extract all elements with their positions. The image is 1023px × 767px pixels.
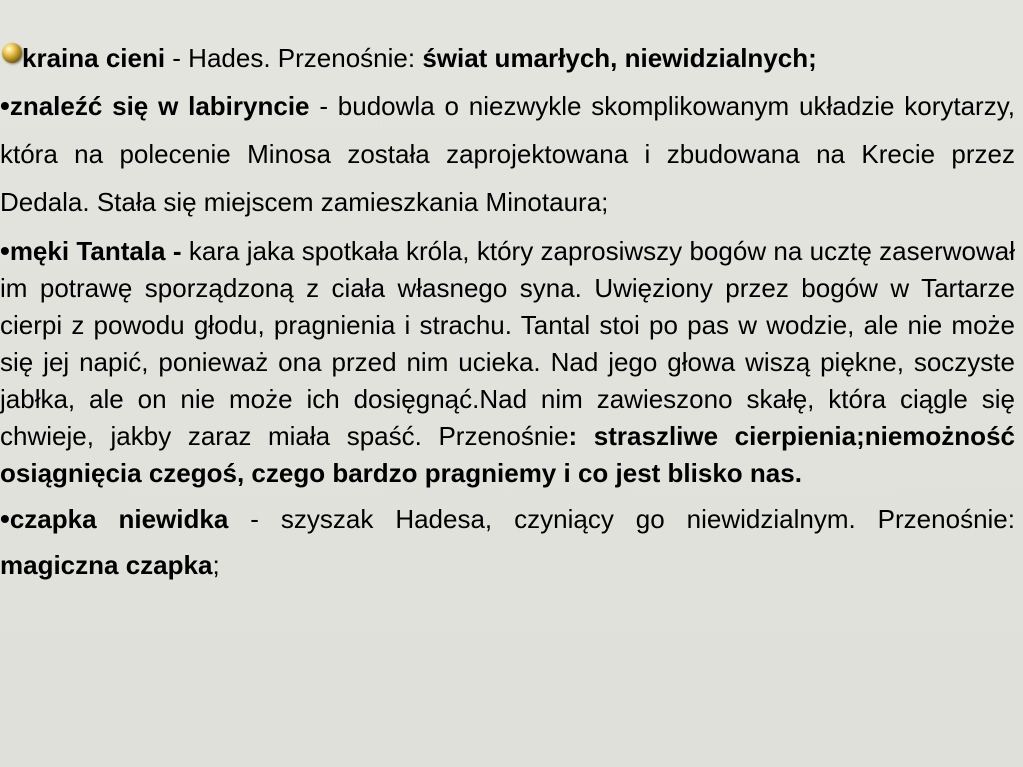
item-definition: - budowla o niezwykle skomplikowanym układzie korytarzy, która na polecenie Minosa została zaprojektowana i zbudowana na Krecie przez Dedala. Stała się miejscem zamieszkania Minotaura; [0,91,1015,217]
list-item [0,496,1015,588]
item-meaning: magiczna czapka [0,550,213,580]
item-term: kraina cieni [22,43,166,73]
item-meaning: : straszliwe cierpienia;niemożność osiągnięcia czegoś, czego bardzo pragniemy i co jest blisko nas. [0,421,1015,488]
item-tail: ; [212,550,220,580]
bullet-dot-icon: • [0,503,10,534]
list-item [0,82,1015,226]
item-term: znaleźć się w labiryncie [9,91,310,121]
item-meaning: świat umarłych, niewidzialnych; [422,43,817,73]
item-definition: - szyszak Hadesa, czyniący go niewidzialnym. Przenośnie: [228,504,1015,534]
bullet-list [0,36,1015,588]
list-item [0,36,1015,80]
bullet-dot-icon: • [0,235,10,266]
item-definition: - Hades. Przenośnie: [165,43,423,73]
item-definition: kara jaka spotkała króla, który zaprosiwszy bogów na ucztę zaserwował im potrawę sporządzoną z ciała własnego syna. Uwięziony przez bogów w Tartarze cierpi z powodu głodu, pragnienia i strachu. Tantal stoi po pas w wodzie, ale nie może się jej napić, ponieważ ona przed nim ucieka. Nad jego głowa wiszą piękne, soczyste jabłka, ale on nie może ich dosięgnąć.Nad nim zawieszono skałę, która ciągle się chwieje, jakby zaraz miała spaść. Przenośnie [0,236,1015,451]
item-term: czapka niewidka [9,504,229,534]
list-item [0,232,1015,492]
item-term: męki Tantala - [9,236,182,266]
bullet-dot-icon: • [0,90,10,121]
ball-icon [2,43,22,63]
